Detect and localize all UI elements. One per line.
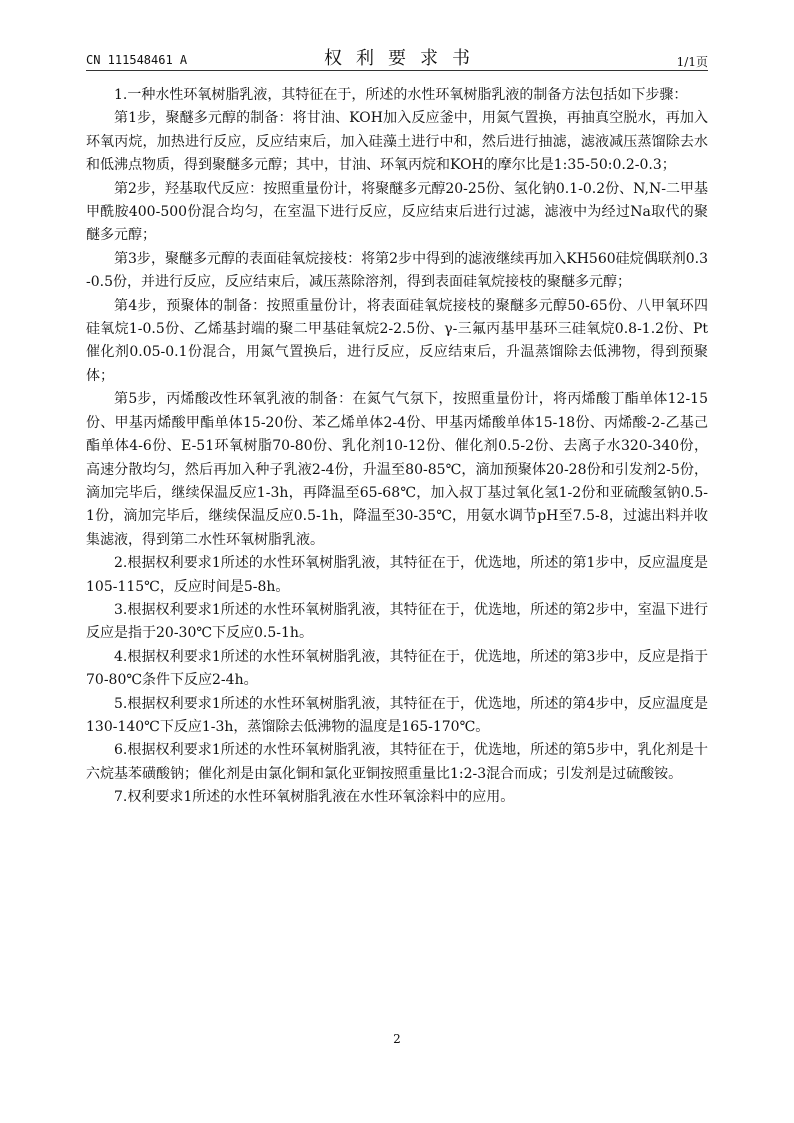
claim-paragraph: 2.根据权利要求1所述的水性环氧树脂乳液，其特征在于，优选地，所述的第1步中，反应温度是105-115℃，反应时间是5-8h。 bbox=[86, 555, 708, 595]
claim-paragraph: 4.根据权利要求1所述的水性环氧树脂乳液，其特征在于，优选地，所述的第3步中，反应是指于70-80℃条件下反应2-4h。 bbox=[86, 648, 708, 689]
claim-paragraph: 7.权利要求1所述的水性环氧树脂乳液在水性环氧涂料中的应用。 bbox=[114, 789, 515, 806]
page-header bbox=[86, 44, 708, 68]
claim-paragraph: 第1步，聚醚多元醇的制备：将甘油、KOH加入反应釜中，用氮气置换，再抽真空脱水，再加入环氧丙烷，加热进行反应，反应结束后，加入硅藻土进行中和，然后进行抽滤，滤液减压蒸馏除去水和低沸点物质，得到聚醚多元醇；其中，甘油、环氧丙烷和KOH的摩尔比是1:35-50:0.2-0.3； bbox=[86, 110, 708, 174]
claim-paragraph: 6.根据权利要求1所述的水性环氧树脂乳液，其特征在于，优选地，所述的第5步中，乳化剂是十六烷基苯磺酸钠；催化剂是由氯化铜和氯化亚铜按照重量比1:2-3混合而成；引发剂是过硫酸铵。 bbox=[86, 742, 708, 782]
claim-paragraph: 3.根据权利要求1所述的水性环氧树脂乳液，其特征在于，优选地，所述的第2步中，室温下进行反应是指于20-30℃下反应0.5-1h。 bbox=[86, 601, 708, 642]
claims-body bbox=[86, 84, 708, 810]
claim-paragraph: 1.一种水性环氧树脂乳液，其特征在于，所述的水性环氧树脂乳液的制备方法包括如下步骤： bbox=[114, 87, 688, 103]
claim-paragraph: 第5步，丙烯酸改性环氧乳液的制备：在氮气气氛下，按照重量份计，将丙烯酸丁酯单体12-15份、甲基丙烯酸甲酯单体15-20份、苯乙烯单体2-4份、甲基丙烯酸单体15-18份、丙烯酸-2-乙基己酯单体4-6份、E-51环氧树脂70-80份、乳化剂10-12份、催化剂0.5-2份、去离子水320-340份，高速分散均匀，然后再加入种子乳液2-4份，升温至80-85℃，滴加预聚体20-28份和引发剂2-5份，滴加完毕后，继续保温反应1-3h，再降温至65-68℃，加入叔丁基过氧化氢1-2份和亚硫酸氢钠0.5-1份，滴加完毕后，继续保温反应0.5-1h，降温至30-35℃，用氨水调节pH至7.5-8，过滤出料并收集滤液，得到第二水性环氧树脂乳液。 bbox=[86, 391, 708, 548]
page-number: 2 bbox=[393, 1032, 401, 1046]
page-title: 权利要求书 bbox=[324, 48, 484, 69]
claim-paragraph: 第3步，聚醚多元醇的表面硅氧烷接枝：将第2步中得到的滤液继续再加入KH560硅烷偶联剂0.3-0.5份，并进行反应，反应结束后，减压蒸除溶剂，得到表面硅氧烷接枝的聚醚多元醇； bbox=[86, 250, 708, 291]
page-indicator: 1/1页 bbox=[676, 55, 708, 69]
claim-paragraph: 第4步，预聚体的制备：按照重量份计，将表面硅氧烷接枝的聚醚多元醇50-65份、八甲氧环四硅氧烷1-0.5份、乙烯基封端的聚二甲基硅氧烷2-2.5份、γ-三氟丙基甲基环三硅氧烷0.8-1.2份、Pt催化剂0.05-0.1份混合，用氮气置换后，进行反应，反应结束后，升温蒸馏除去低沸物，得到预聚体； bbox=[86, 297, 708, 384]
document-number: CN 111548461 A bbox=[86, 53, 188, 67]
header-rule bbox=[86, 70, 708, 71]
claim-paragraph: 5.根据权利要求1所述的水性环氧树脂乳液，其特征在于，优选地，所述的第4步中，反应温度是130-140℃下反应1-3h，蒸馏除去低沸物的温度是165-170℃。 bbox=[86, 695, 708, 735]
claim-paragraph: 第2步，羟基取代反应：按照重量份计，将聚醚多元醇20-25份、氢化钠0.1-0.2份、N,N-二甲基甲酰胺400-500份混合均匀，在室温下进行反应，反应结束后进行过滤，滤液中为经过Na取代的聚醚多元醇； bbox=[86, 180, 708, 244]
